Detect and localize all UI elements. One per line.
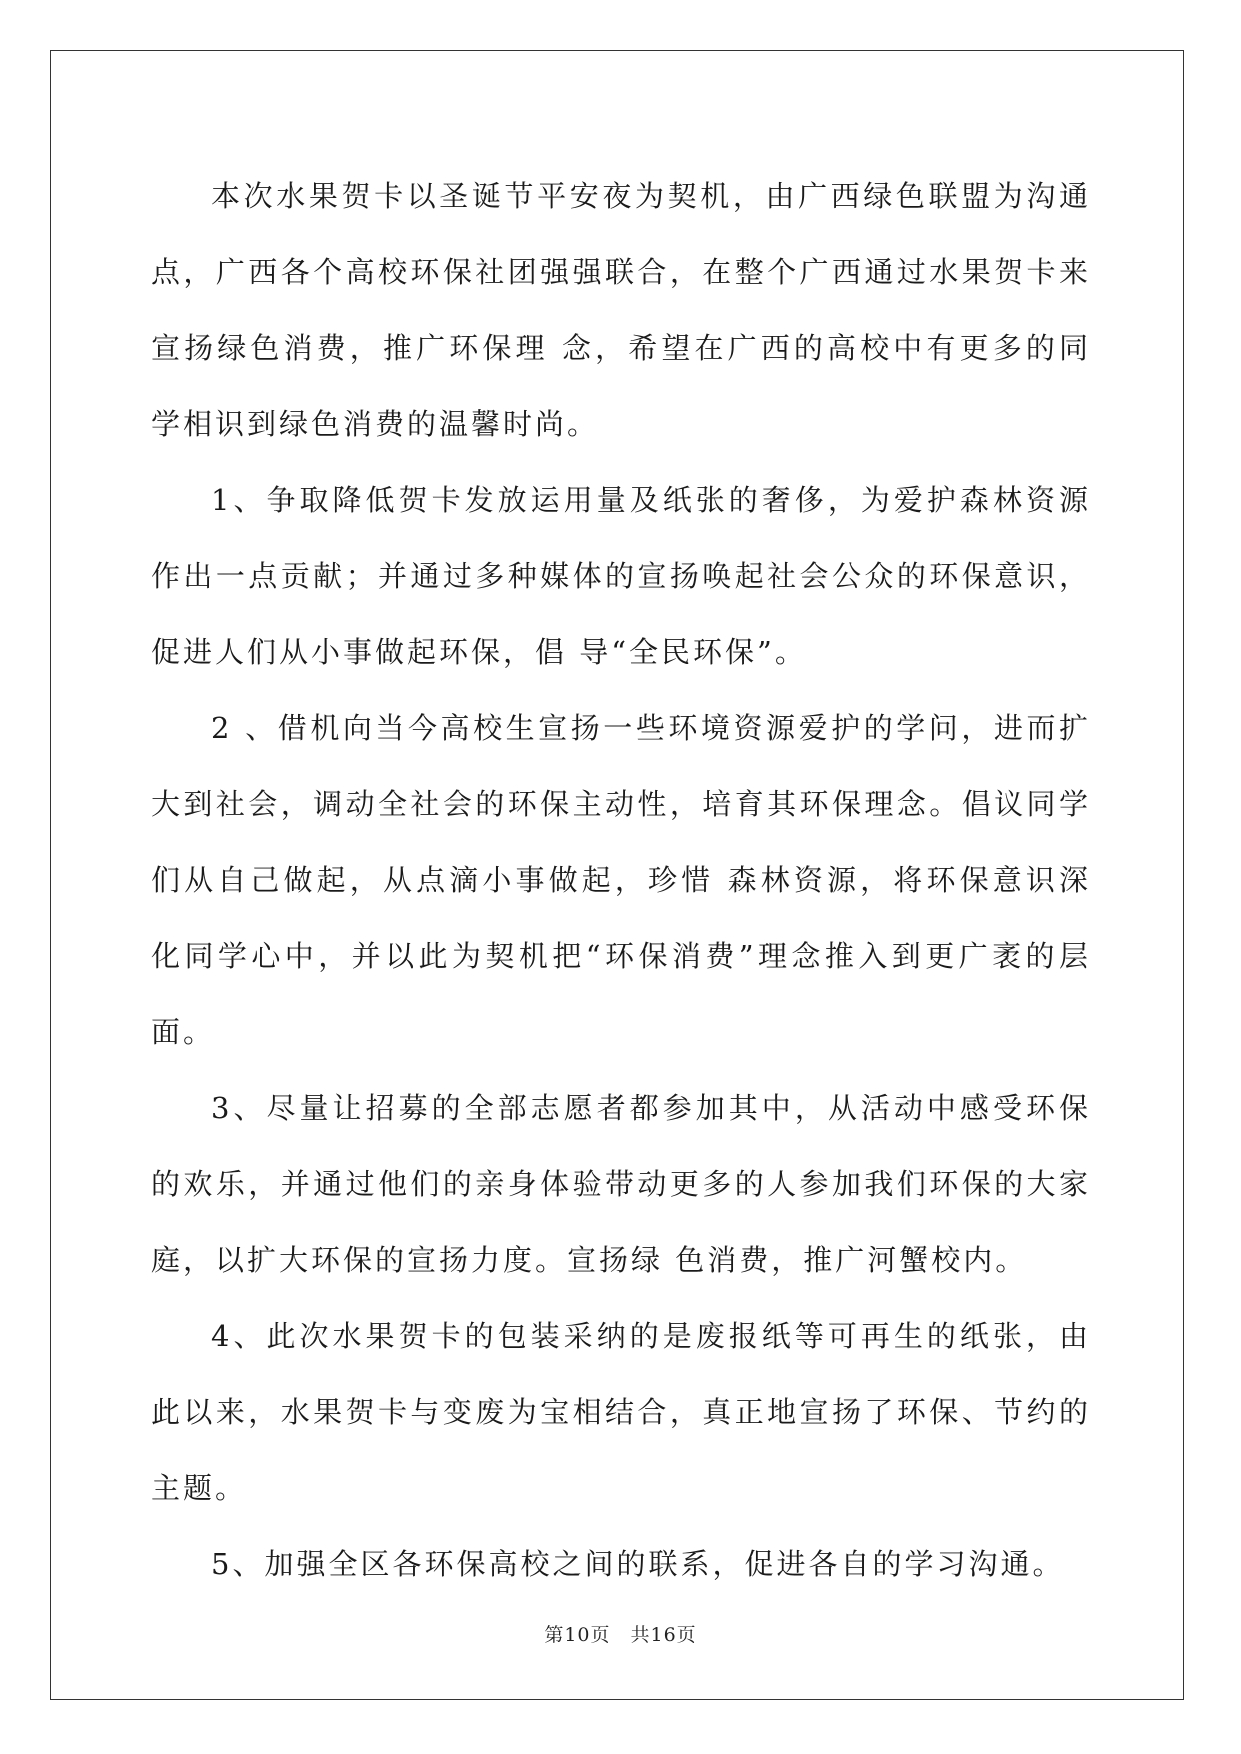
paragraph-item-3: 3、尽量让招募的全部志愿者都参加其中，从活动中感受环保的欢乐，并通过他们的亲身体验带动更多的人参加我们环保的大家庭，以扩大环保的宣扬力度。宣扬绿 色消费，推广河蟹校内。 xyxy=(151,1091,1091,1277)
paragraph-item-5: 5、加强全区各环保高校之间的联系，促进各自的学习沟通。 xyxy=(211,1547,1065,1581)
paragraph-item-1: 1、争取降低贺卡发放运用量及纸张的奢侈，为爱护森林资源作出一点贡献；并通过多种媒体的宣扬唤起社会公众的环保意识，促进人们从小事做起环保，倡 导“全民环保”。 xyxy=(151,483,1091,669)
page-number-footer: 第10页 共16页 xyxy=(544,1624,697,1646)
document-body xyxy=(151,158,1091,1602)
paragraph-intro: 本次水果贺卡以圣诞节平安夜为契机，由广西绿色联盟为沟通点，广西各个高校环保社团强强联合，在整个广西通过水果贺卡来宣扬绿色消费，推广环保理 念，希望在广西的高校中有更多的同学相识到绿色消费的温馨时尚。 xyxy=(151,179,1091,441)
paragraph-item-4: 4、此次水果贺卡的包装采纳的是废报纸等可再生的纸张，由此以来，水果贺卡与变废为宝相结合，真正地宣扬了环保、节约的主题。 xyxy=(151,1319,1091,1505)
paragraph-item-2: 2 、借机向当今高校生宣扬一些环境资源爱护的学问，进而扩大到社会，调动全社会的环保主动性，培育其环保理念。倡议同学们从自己做起，从点滴小事做起，珍惜 森林资源，将环保意识深化同学心中，并以此为契机把“环保消费”理念推入到更广袤的层面。 xyxy=(151,711,1091,1049)
